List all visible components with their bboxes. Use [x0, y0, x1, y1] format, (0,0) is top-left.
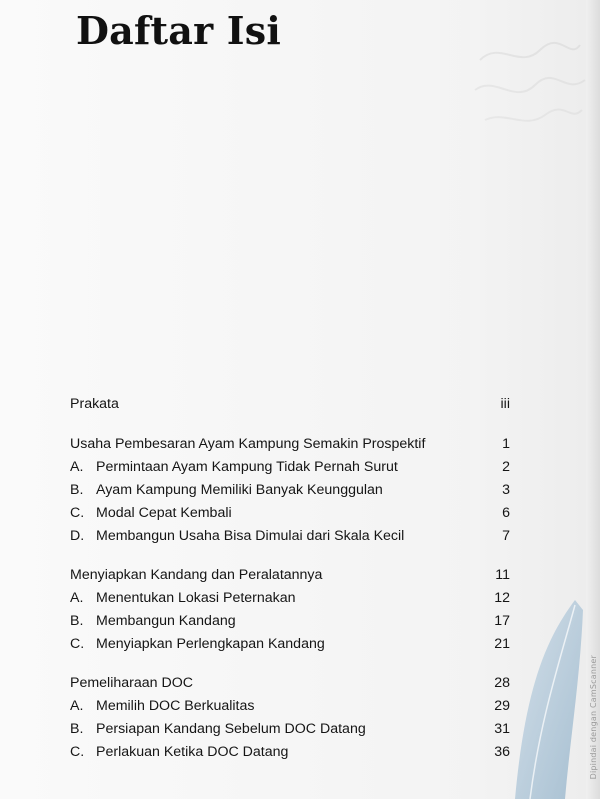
- toc-chapter-1[interactable]: [70, 436, 510, 459]
- toc-chapter-3[interactable]: [70, 675, 510, 698]
- toc-page-number: 11: [495, 567, 510, 583]
- feather-decoration: [505, 600, 585, 799]
- toc-page-number: 6: [502, 505, 510, 521]
- toc-chapter-2[interactable]: [70, 567, 510, 590]
- toc-item[interactable]: [70, 482, 510, 505]
- scanner-watermark: Dipindai dengan CamScanner: [589, 655, 598, 780]
- toc-page-number: 3: [502, 482, 510, 498]
- chapter-title: Menyiapkan Kandang dan Peralatannya: [70, 567, 323, 583]
- item-label: Menentukan Lokasi Peternakan: [96, 590, 296, 606]
- toc-page-number: 2: [502, 459, 510, 475]
- toc-page-number: 29: [494, 698, 510, 714]
- toc-item[interactable]: [70, 528, 510, 551]
- toc-page-number: 36: [494, 744, 510, 760]
- item-letter: A.: [70, 590, 84, 606]
- item-label: Memilih DOC Berkualitas: [96, 698, 255, 714]
- toc-item[interactable]: [70, 590, 510, 613]
- item-letter: B.: [70, 482, 84, 498]
- toc-page-number: iii: [500, 396, 510, 412]
- item-letter: C.: [70, 636, 85, 652]
- item-letter: B.: [70, 721, 84, 737]
- toc-entry-label: Prakata: [70, 396, 119, 412]
- page-title: Daftar Isi: [76, 8, 281, 53]
- toc-item[interactable]: [70, 698, 510, 721]
- toc-page-number: 21: [494, 636, 510, 652]
- item-label: Ayam Kampung Memiliki Banyak Keunggulan: [96, 482, 383, 498]
- item-label: Membangun Usaha Bisa Dimulai dari Skala Kecil: [96, 528, 405, 544]
- toc-entry-prakata[interactable]: [70, 396, 510, 420]
- toc-item[interactable]: [70, 636, 510, 659]
- toc-item[interactable]: [70, 505, 510, 528]
- toc-page-number: 1: [502, 436, 510, 452]
- item-letter: A.: [70, 459, 84, 475]
- table-of-contents: [70, 396, 510, 767]
- toc-item[interactable]: [70, 459, 510, 482]
- item-label: Menyiapkan Perlengkapan Kandang: [96, 636, 325, 652]
- toc-page-number: 17: [494, 613, 510, 629]
- item-label: Perlakuan Ketika DOC Datang: [96, 744, 289, 760]
- chapter-title: Pemeliharaan DOC: [70, 675, 194, 691]
- toc-page-number: 7: [502, 528, 510, 544]
- toc-page-number: 31: [494, 721, 510, 737]
- item-letter: C.: [70, 744, 85, 760]
- item-label: Persiapan Kandang Sebelum DOC Datang: [96, 721, 366, 737]
- toc-item[interactable]: [70, 721, 510, 744]
- toc-page-number: 12: [494, 590, 510, 606]
- item-letter: B.: [70, 613, 84, 629]
- item-letter: D.: [70, 528, 85, 544]
- item-letter: A.: [70, 698, 84, 714]
- show-through-scribble: [470, 30, 590, 140]
- item-label: Membangun Kandang: [96, 613, 236, 629]
- toc-page-number: 28: [494, 675, 510, 691]
- chapter-title: Usaha Pembesaran Ayam Kampung Semakin Prospektif: [70, 436, 426, 452]
- item-label: Modal Cepat Kembali: [96, 505, 232, 521]
- toc-item[interactable]: [70, 613, 510, 636]
- item-letter: C.: [70, 505, 85, 521]
- toc-item[interactable]: [70, 744, 510, 767]
- item-label: Permintaan Ayam Kampung Tidak Pernah Surut: [96, 459, 398, 475]
